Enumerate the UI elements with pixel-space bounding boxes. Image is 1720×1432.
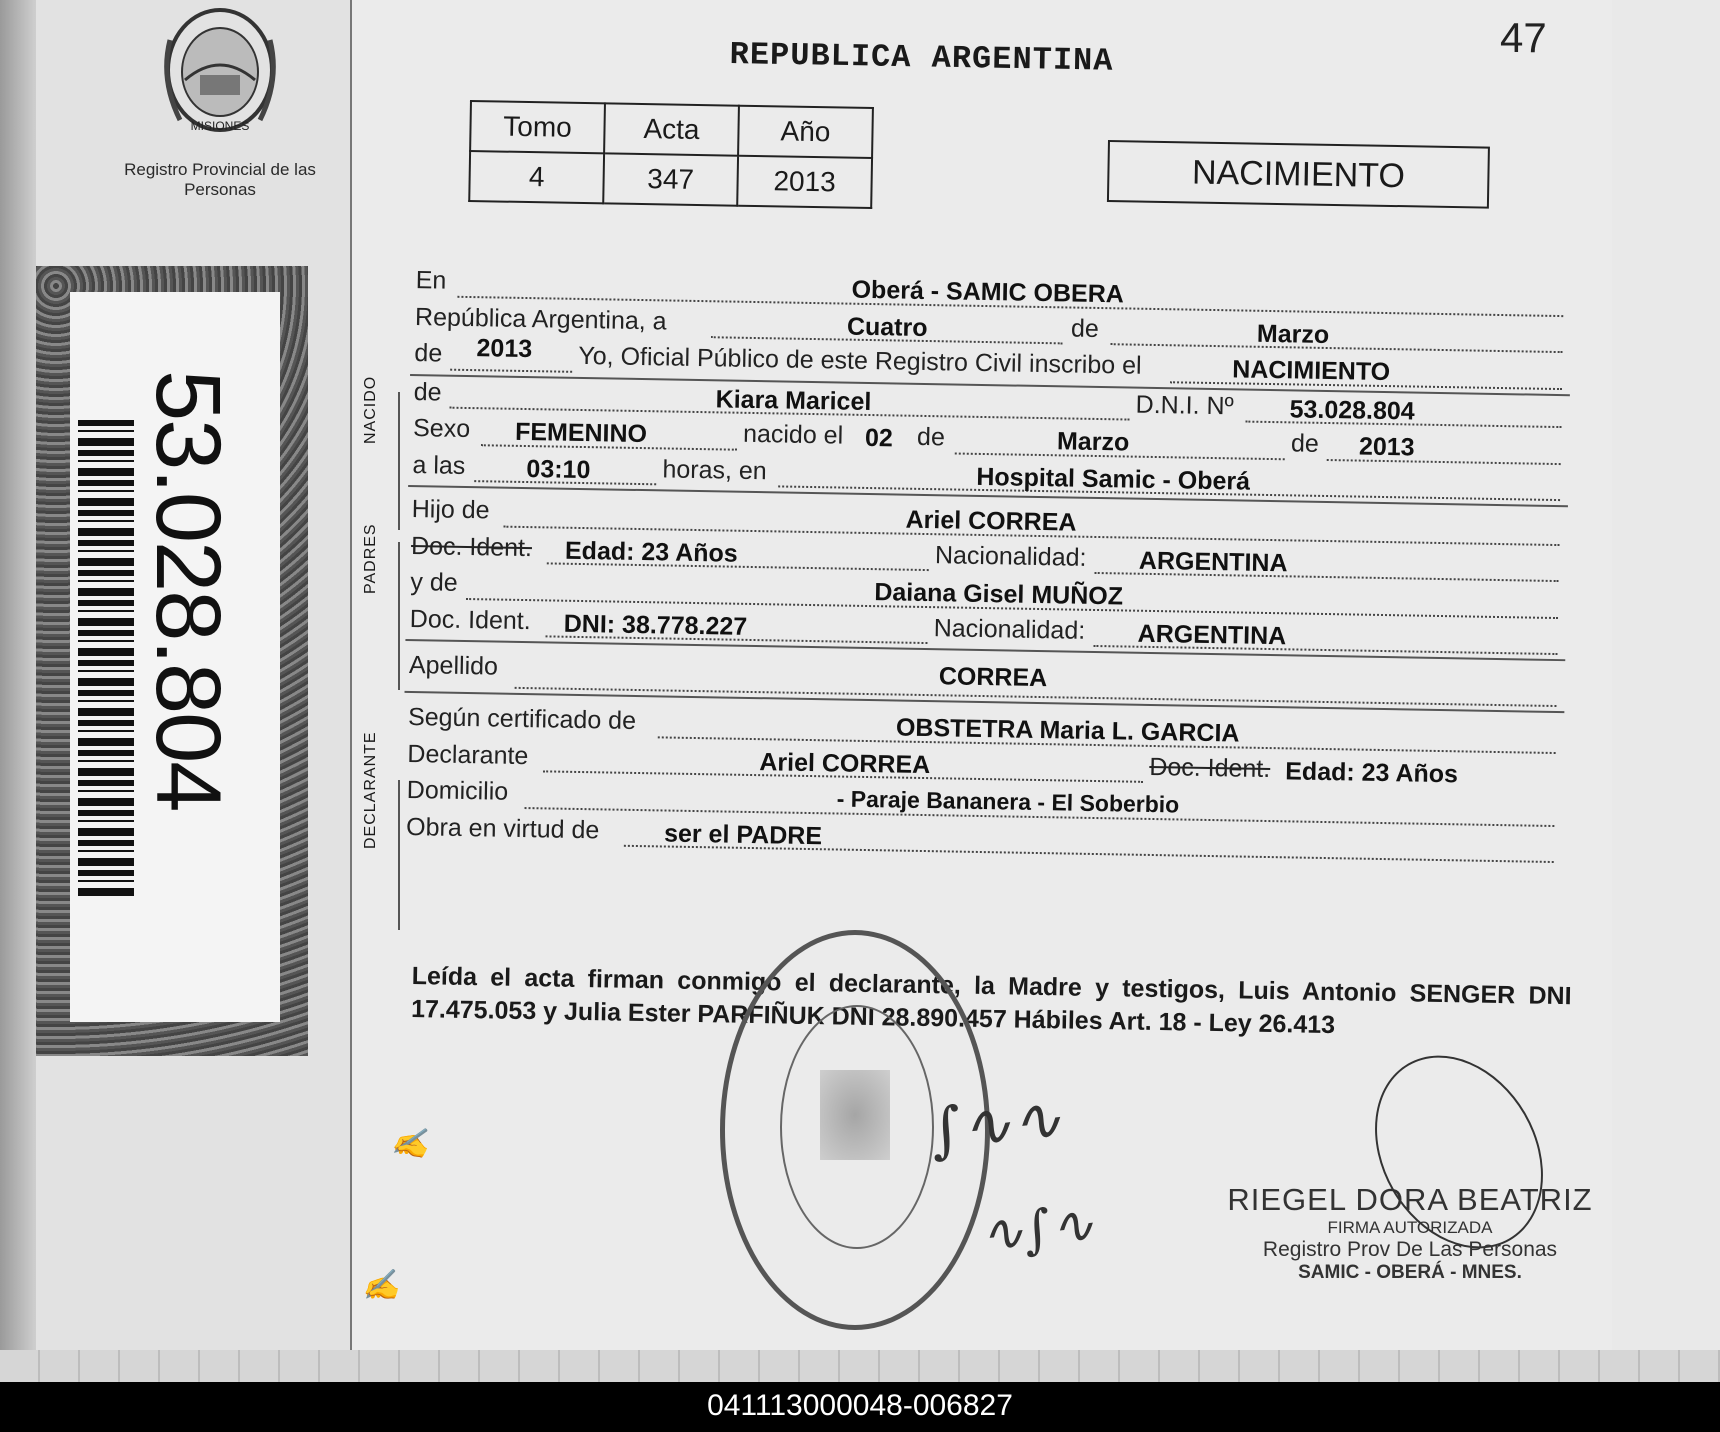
madre-nacionalidad: ARGENTINA [1137,619,1287,650]
official-office: Registro Prov De Las Personas [1262,1238,1558,1261]
de-label: de [413,377,442,407]
side-label-padres [356,570,386,650]
en-value: Oberá - SAMIC OBERA [851,275,1125,309]
padre-doc-value: Edad: 23 Años [564,536,738,568]
madre-value: Daiana Gisel MUÑOZ [874,578,1124,611]
provincial-seal-icon [150,0,290,150]
section-divider-padres [398,542,400,690]
handwritten-signature-declarante: ✍ [389,1122,433,1163]
official-name: RIEGEL DORA BEATRIZ [1227,1182,1593,1217]
section-divider-declarante [398,780,400,930]
nacido-dia: 02 [864,423,894,453]
nombre-value: Kiara Maricel [715,384,872,416]
binding-edge [0,0,36,1382]
de-label: de [1290,429,1320,458]
de-label: de [1070,314,1100,343]
official-location: SAMIC - OBERÁ - MNES. [1298,1262,1522,1283]
registry-table-header-row [470,101,873,158]
nacido-anio: 2013 [1358,432,1415,462]
declarante-value: Ariel CORREA [759,747,931,779]
yde-label: y de [410,568,458,597]
side-label-declarante-text [362,819,380,849]
apellido-value: CORREA [938,662,1048,693]
seal-emblem-label: MISIONES [190,119,250,133]
certificado-label: Según certificado de [407,703,637,735]
registry-table-value-row [469,151,872,208]
closing-statement: Leída el acta firman conmigo el declarante, la Madre y testigos, Luis Antonio SENGER DNI 17.475.053 y Julia Ester PARFIÑUK DNI 28.890.457 Hábiles Art. 18 - Ley 26.413 [410,961,1572,1040]
sexo-label: Sexo [412,414,471,444]
de-label: de [414,339,443,368]
registry-value-tomo: 4 [469,151,604,203]
obra-value: ser el PADRE [663,818,823,850]
grid-paper-strip [0,1350,1720,1382]
dni-number-vertical [137,370,250,970]
registry-header-tomo: Tomo [470,101,605,153]
registry-organization-label: Registro Provincial de las Personas [124,160,316,199]
side-label-nacido [356,420,386,500]
birth-record-form [402,264,1572,867]
nacionalidad-label: Nacionalidad: [934,540,1087,572]
registry-value-anio: 2013 [737,156,872,208]
certificado-value: OBSTETRA Maria L. GARCIA [895,713,1240,748]
stamp-emblem-icon [820,1070,890,1160]
dia-value: Cuatro [846,312,928,342]
section-divider-nacido [398,392,400,530]
nacionalidad-label: Nacionalidad: [933,613,1086,645]
de-label: de [916,422,946,452]
side-label-padres-text [362,564,380,594]
page-number: 47 [1500,14,1547,61]
dni-label: D.N.I. Nº [1135,390,1234,420]
barcode-icon [78,420,134,900]
hijo-label: Hijo de [411,495,490,525]
dni-number-text: 53.028.804 [137,370,239,811]
registry-table [468,100,874,209]
declarante-doc-value: Edad: 23 Años [1285,756,1459,788]
declarante-label: Declarante [407,739,529,770]
handwritten-signature-madre: ✍ [362,1268,403,1303]
registry-header-anio: Año [738,106,873,158]
official-stamp [1220,1182,1600,1284]
handwritten-signature-witness-2: ∿∫∿ [977,1194,1098,1266]
side-label-declarante [356,825,386,905]
mes-value: Marzo [1256,319,1330,349]
doc-ident-label: Doc. Ident. [410,531,533,562]
doc-ident-label: Doc. Ident. [409,604,531,635]
en-label: En [415,266,447,295]
inscribo-value: NACIMIENTO [1232,355,1391,387]
dotted-line [450,368,572,372]
footer-code: 041113000048-006827 [707,1389,1013,1422]
hora-value: 03:10 [526,454,591,484]
year-value: 2013 [476,334,533,364]
alas-label: a las [412,450,466,480]
right-paper-edge [1612,0,1720,1350]
dni-value: 53.028.804 [1289,394,1415,426]
padre-nacionalidad: ARGENTINA [1138,546,1288,577]
registry-value-acta: 347 [603,153,738,205]
apellido-label: Apellido [408,651,499,681]
footer-code-bar [0,1382,1720,1432]
obra-label: Obra en virtud de [405,812,600,844]
yo-text: Yo, Oficial Público de este Registro Civil inscribo el [578,341,1142,380]
act-type-box: NACIMIENTO [1107,140,1490,209]
madre-doc-value: DNI: 38.778.227 [563,609,748,641]
padre-value: Ariel CORREA [905,505,1077,537]
nacido-label: nacido el [742,419,844,450]
doc-ident-label: Doc. Ident. [1149,752,1271,783]
sexo-value: FEMENINO [514,417,648,449]
domicilio-label: Domicilio [406,775,509,806]
side-label-nacido-text [362,414,380,444]
official-role: FIRMA AUTORIZADA [1327,1218,1493,1237]
nacido-mes: Marzo [1056,427,1130,457]
horas-label: horas, en [662,454,767,485]
document-title: REPUBLICA ARGENTINA [729,36,1114,80]
lugar-value: Hospital Samic - Oberá [976,462,1251,496]
handwritten-signature-witness-1: ∫∿∿ [926,1083,1066,1167]
republica-label: República Argentina, a [414,302,667,335]
domicilio-value: - Paraje Bananera - El Soberbio [836,785,1180,818]
registry-header-acta: Acta [604,103,739,155]
